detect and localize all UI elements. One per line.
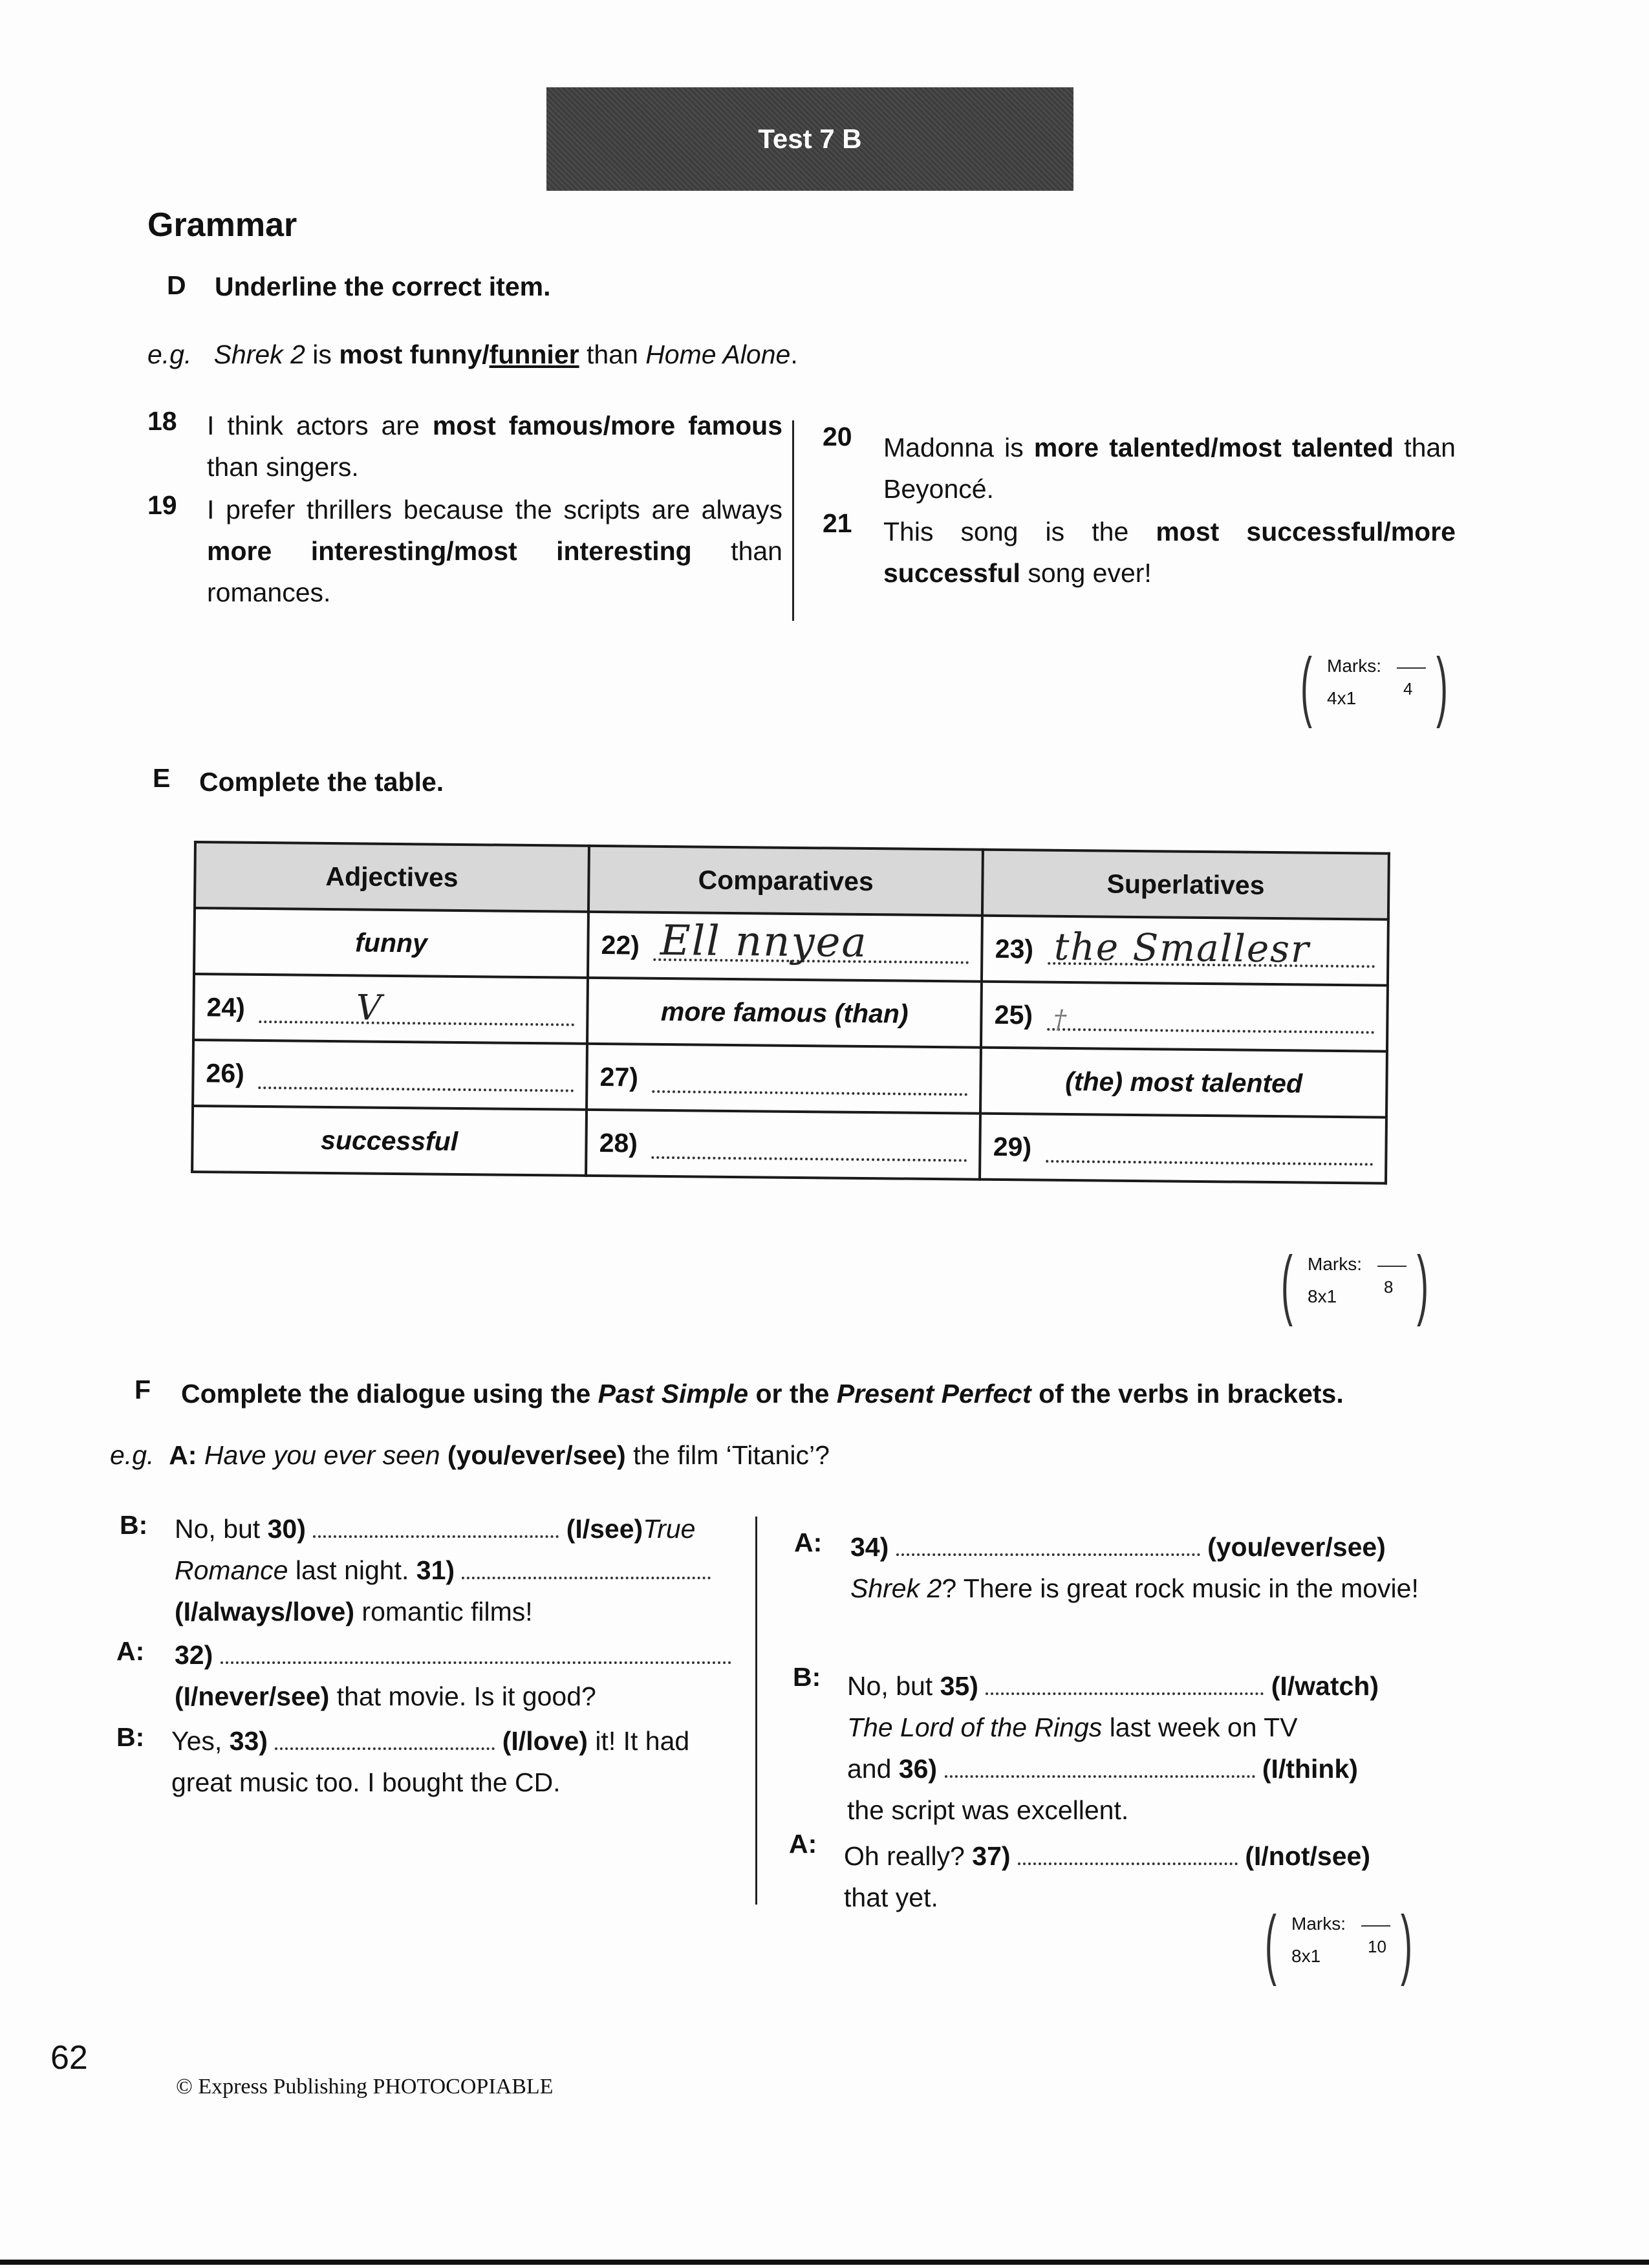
marks-total: 4 (1403, 679, 1413, 698)
table-row (192, 1106, 1386, 1183)
dialogue-text: the script was excellent. (847, 1795, 1129, 1825)
item-options[interactable]: most famous/more famous (432, 411, 782, 440)
item-text: song ever! (1028, 558, 1152, 588)
speaker-label: A: (116, 1636, 145, 1666)
answer-blank[interactable] (259, 1060, 574, 1092)
example-speaker: A: (169, 1440, 197, 1470)
copyright-notice: © Express Publishing PHOTOCOPIABLE (176, 2075, 554, 2099)
item-text: This song is the (883, 517, 1129, 546)
scan-bottom-edge (0, 2260, 1649, 2265)
answer-number: 29) (993, 1131, 1032, 1161)
marks-label: Marks: (1291, 1914, 1346, 1934)
verb-prompt: (you/ever/see) (1207, 1532, 1386, 1562)
dialogue-line (175, 1634, 750, 1676)
marks-label: Marks: (1308, 1254, 1362, 1274)
paren-right: ) (1417, 1240, 1429, 1327)
dialogue-line (847, 1707, 1423, 1748)
dialogue-text: True (643, 1514, 696, 1544)
item-text: I prefer thrillers because the scripts are always (207, 495, 782, 524)
answer-number: 35) (940, 1671, 978, 1701)
example-verb: (you/ever/see) (447, 1440, 626, 1470)
item-number: 18 (147, 406, 177, 436)
answer-number: 23) (995, 933, 1034, 964)
item-number: 19 (147, 490, 177, 520)
handwritten-answer: V (356, 986, 383, 1028)
paren-left: ( (1264, 1900, 1277, 1987)
paren-right: ) (1436, 642, 1449, 729)
verb-prompt: (I/never/see) (175, 1681, 330, 1711)
dialogue-turn (175, 1634, 750, 1717)
example-rest: the film ‘Titanic’? (633, 1440, 830, 1470)
section-d-instruction: Underline the correct item. (215, 272, 551, 301)
answer-number: 27) (599, 1061, 639, 1092)
marks-box-d (1300, 642, 1449, 729)
given-superlative: (the) most talented (980, 1048, 1387, 1118)
dialogue-turn (850, 1526, 1423, 1609)
example-option-1: most funny/ (339, 340, 490, 369)
answer-cell[interactable] (588, 912, 982, 982)
example-label: e.g. (147, 340, 192, 369)
dialogue-line (175, 1676, 750, 1717)
dialogue-text: that yet. (844, 1883, 938, 1912)
answer-number: 30) (267, 1514, 306, 1544)
paren-left: ( (1300, 642, 1312, 729)
dialogue-turn (171, 1720, 753, 1803)
section-d-example (147, 334, 798, 375)
answer-blank[interactable] (1018, 1842, 1238, 1865)
marks-blank[interactable] (1397, 667, 1426, 669)
table-header-row (195, 842, 1389, 920)
answer-blank[interactable] (1046, 1134, 1374, 1165)
speaker-label: B: (116, 1722, 145, 1752)
handwritten-answer: the Smallesr (1053, 924, 1311, 971)
answer-blank[interactable] (462, 1556, 711, 1579)
answer-blank[interactable] (652, 1130, 967, 1161)
dialogue-text: it! It had great music too. I bought the CD. (171, 1726, 690, 1797)
dialogue-text: ? There is great rock music in the movie! (942, 1573, 1419, 1603)
answer-number: 34) (850, 1532, 889, 1562)
dialogue-line (847, 1789, 1423, 1831)
section-f-letter: F (135, 1375, 151, 1405)
answer-number: 26) (206, 1057, 245, 1088)
example-option-2-underlined: funnier (489, 340, 579, 369)
given-comparative: more famous (than) (587, 978, 982, 1048)
paren-right: ) (1401, 1900, 1413, 1987)
item-19-text (207, 489, 782, 613)
item-20-text (883, 427, 1456, 510)
verb-prompt: (I/see) (566, 1514, 643, 1544)
answer-blank[interactable] (986, 1672, 1264, 1695)
marks-multiplier: 8x1 (1308, 1286, 1337, 1306)
item-text: than singers. (207, 452, 359, 482)
item-text: than Beyoncé. (883, 433, 1456, 504)
header-adjectives: Adjectives (195, 842, 589, 912)
speaker-label: B: (793, 1662, 821, 1692)
example-mid: than (586, 340, 638, 369)
page-number: 62 (50, 2039, 88, 2077)
dialogue-line (175, 1550, 750, 1591)
example-label: e.g. (110, 1440, 155, 1470)
item-number: 21 (823, 508, 852, 538)
marks-blank[interactable] (1361, 1925, 1390, 1927)
verb-prompt: (I/watch) (1271, 1671, 1379, 1701)
marks-box-f (1264, 1900, 1413, 1987)
given-adjective: successful (192, 1106, 587, 1176)
section-heading-grammar: Grammar (147, 206, 297, 244)
answer-number: 31) (416, 1555, 455, 1585)
dialogue-line (175, 1591, 750, 1632)
tense-past-simple: Past Simple (598, 1379, 749, 1409)
section-d-letter: D (167, 270, 186, 300)
dialogue-line (850, 1568, 1423, 1609)
verb-prompt: (I/think) (1262, 1754, 1358, 1784)
instruction-text: of the verbs in brackets. (1039, 1379, 1344, 1409)
dialogue-line (175, 1508, 750, 1550)
answer-cell[interactable] (982, 916, 1388, 986)
dialogue-turn (175, 1508, 750, 1632)
paren-left: ( (1280, 1240, 1293, 1327)
handwritten-answer: Ell nnyea (660, 916, 868, 967)
section-f-example (110, 1434, 830, 1476)
speaker-label: B: (120, 1510, 148, 1540)
answer-number: 33) (229, 1726, 268, 1756)
answer-cell[interactable] (193, 1040, 587, 1110)
dialogue-line (847, 1665, 1423, 1707)
verb-prompt: (I/not/see) (1245, 1841, 1370, 1871)
marks-total: 8 (1384, 1277, 1394, 1297)
section-e-instruction: Complete the table. (199, 767, 444, 797)
dialogue-text: and (847, 1754, 892, 1784)
header-comparatives: Comparatives (588, 846, 983, 916)
section-e-letter: E (153, 763, 171, 793)
answer-cell[interactable] (586, 1110, 980, 1180)
answer-blank[interactable] (313, 1515, 559, 1538)
answer-blank[interactable] (652, 1064, 968, 1096)
instruction-text: Complete the dialogue using the (181, 1379, 591, 1409)
dialogue-text: Yes, (171, 1726, 222, 1756)
table-row (193, 1040, 1387, 1118)
answer-blank[interactable] (945, 1755, 1255, 1778)
answer-number: 32) (175, 1640, 213, 1670)
example-end: . (790, 340, 798, 369)
dialogue-text: romantic films! (361, 1597, 533, 1626)
dialogue-line (847, 1748, 1423, 1789)
example-object: Home Alone (645, 340, 791, 369)
section-f-instruction (181, 1379, 1344, 1409)
item-text: I think actors are (207, 411, 420, 440)
answer-number: 24) (206, 991, 246, 1022)
answer-blank[interactable] (259, 986, 575, 1028)
column-divider (755, 1517, 757, 1905)
dialogue-line (850, 1526, 1423, 1568)
verb-prompt: (I/always/love) (175, 1597, 355, 1626)
answer-blank[interactable] (1047, 1002, 1375, 1033)
dialogue-text: No, but (175, 1514, 261, 1544)
handwritten-answer: † (1053, 1004, 1068, 1035)
marks-box-e (1280, 1240, 1429, 1327)
table-row (193, 974, 1388, 1052)
answer-number: 25) (994, 999, 1033, 1030)
speaker-label: A: (789, 1829, 817, 1859)
answer-blank[interactable] (654, 916, 969, 967)
dialogue-text: Oh really? (844, 1841, 965, 1871)
dialogue-text: that movie. Is it good? (336, 1681, 596, 1711)
answer-cell[interactable] (981, 982, 1388, 1052)
tense-present-perfect: Present Perfect (836, 1379, 1031, 1409)
dialogue-text: Romance (175, 1555, 288, 1585)
item-text: Madonna is (883, 433, 1024, 462)
dialogue-text: No, but (847, 1671, 933, 1701)
item-text: than romances. (207, 536, 782, 607)
answer-cell[interactable] (980, 1114, 1386, 1183)
dialogue-text: The Lord of the Rings (847, 1712, 1103, 1742)
column-divider (792, 420, 794, 621)
dialogue-line (844, 1835, 1419, 1877)
speaker-label: A: (794, 1528, 823, 1557)
given-adjective: funny (194, 908, 588, 978)
dialogue-text: Shrek 2 (850, 1573, 942, 1603)
marks-label: Marks: (1327, 656, 1381, 676)
answer-cell[interactable] (193, 974, 588, 1044)
answer-blank[interactable] (896, 1533, 1200, 1556)
item-options[interactable]: more interesting/most interesting (207, 536, 692, 566)
item-18-text (207, 405, 782, 488)
answer-blank[interactable] (221, 1641, 731, 1664)
item-options[interactable]: more talented/most talented (1033, 433, 1394, 462)
answer-blank[interactable] (1048, 924, 1375, 971)
example-subject: Shrek 2 (213, 340, 305, 369)
answer-blank[interactable] (275, 1727, 495, 1750)
marks-total: 10 (1368, 1937, 1386, 1956)
item-number: 20 (823, 422, 852, 451)
item-21-text (883, 511, 1456, 594)
answer-number: 22) (601, 929, 640, 960)
answer-cell[interactable] (587, 1044, 981, 1114)
answer-number: 36) (898, 1754, 938, 1784)
item-options[interactable]: most successful/more successful (883, 517, 1456, 588)
answer-number: 28) (599, 1127, 638, 1158)
comparison-table (191, 841, 1390, 1185)
example-answer: Have you ever seen (204, 1440, 440, 1470)
instruction-text: or the (755, 1379, 830, 1409)
verb-prompt: (I/love) (502, 1726, 588, 1756)
marks-multiplier: 4x1 (1327, 688, 1357, 708)
marks-blank[interactable] (1377, 1266, 1406, 1267)
test-title: Test 7 B (758, 124, 862, 154)
answer-number: 37) (972, 1841, 1011, 1871)
example-pre: is (312, 340, 332, 369)
test-title-banner (546, 87, 1073, 191)
dialogue-turn (847, 1665, 1423, 1831)
header-superlatives: Superlatives (982, 850, 1389, 920)
dialogue-text: last night. (295, 1555, 409, 1585)
marks-multiplier: 8x1 (1291, 1946, 1321, 1966)
dialogue-text: last week on TV (1109, 1712, 1298, 1742)
table-row (194, 908, 1388, 986)
